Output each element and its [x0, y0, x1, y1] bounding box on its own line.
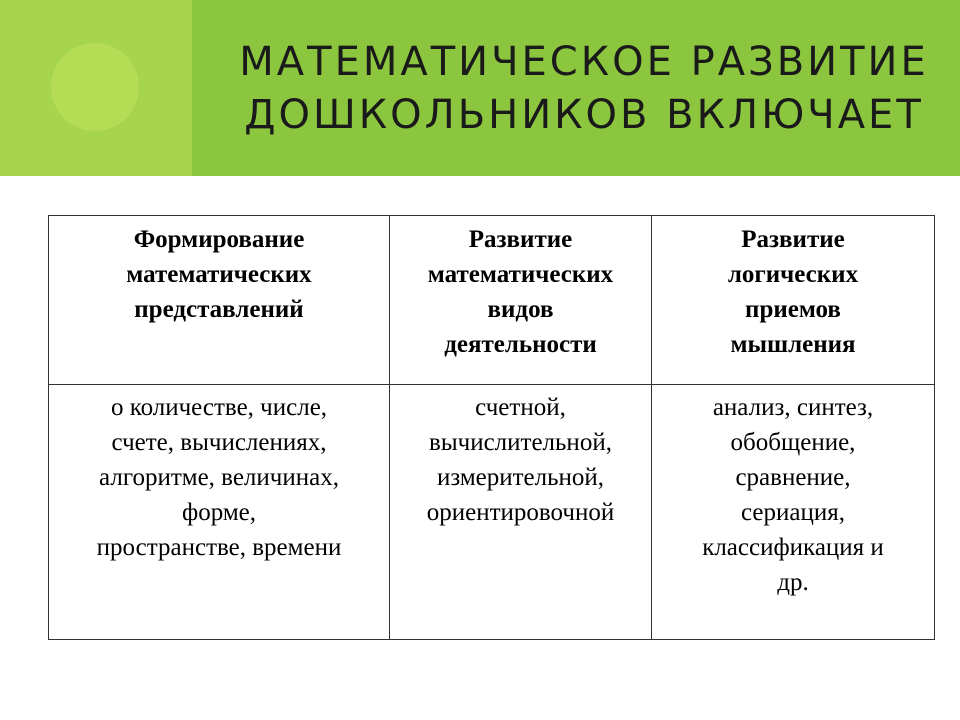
- cell-line: сравнение,: [735, 464, 851, 491]
- header-cell-logic: [652, 216, 935, 385]
- cell-line: алгоритме, величинах,: [99, 464, 339, 491]
- cell-line: счетной,: [475, 394, 566, 421]
- decorative-side-panel: [0, 0, 192, 176]
- cell-line: анализ, синтез,: [712, 394, 874, 421]
- header-line: математических: [427, 261, 614, 288]
- cell-formation-content: [49, 385, 390, 640]
- header-line: деятельности: [444, 331, 597, 358]
- header-line: математических: [126, 261, 312, 288]
- cell-line: измерительной,: [436, 464, 605, 491]
- cell-line: обобщение,: [730, 429, 856, 456]
- cell-line: пространстве, времени: [96, 534, 342, 561]
- cell-logic-content: [652, 385, 935, 640]
- cell-activities-content: [390, 385, 652, 640]
- slide-title: [224, 36, 944, 142]
- header-line: логических: [727, 261, 859, 288]
- table-row: [49, 385, 935, 640]
- header-line: мышления: [730, 331, 856, 358]
- slide-title-line-2: ДОШКОЛЬНИКОВ ВКЛЮЧАЕТ: [244, 92, 924, 138]
- header-line: Развитие: [741, 226, 845, 253]
- cell-line: вычислительной,: [429, 429, 612, 456]
- header-line: приемов: [745, 296, 841, 323]
- cell-line: форме,: [182, 499, 256, 526]
- header-line: видов: [487, 296, 554, 323]
- header-line: Формирование: [133, 226, 305, 253]
- content-table: [48, 215, 935, 640]
- decorative-circle: [51, 43, 139, 131]
- cell-line: счете, вычислениях,: [111, 429, 327, 456]
- header-cell-activities: [390, 216, 652, 385]
- cell-line: классификация и: [702, 534, 884, 561]
- cell-line: др.: [777, 569, 809, 596]
- header-line: Развитие: [468, 226, 573, 253]
- header-line: представлений: [134, 296, 304, 323]
- cell-line: ориентировочной: [426, 499, 615, 526]
- cell-line: сериация,: [741, 499, 845, 526]
- cell-line: о количестве, числе,: [110, 394, 328, 421]
- table-header-row: [49, 216, 935, 385]
- header-cell-formation: [49, 216, 390, 385]
- slide-title-line-1: МАТЕМАТИЧЕСКОЕ РАЗВИТИЕ: [239, 39, 929, 85]
